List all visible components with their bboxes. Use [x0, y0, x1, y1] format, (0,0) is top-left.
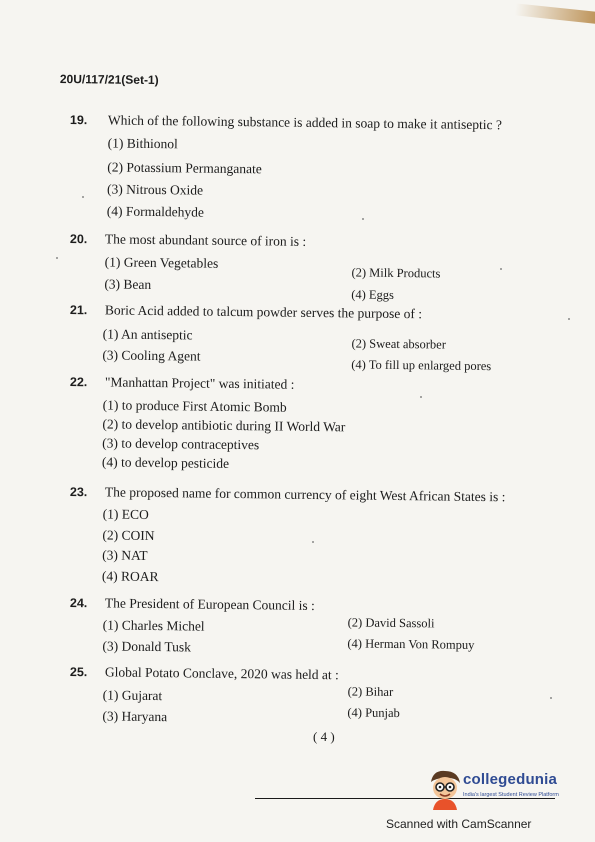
- question-21: [0, 302, 595, 374]
- option-2: (2) COIN: [102, 527, 155, 544]
- question-24: [0, 595, 595, 655]
- question-number: 25.: [69, 665, 88, 680]
- option-3: (3) Nitrous Oxide: [106, 181, 204, 198]
- scan-speck: [82, 196, 84, 198]
- option-4: (4) To fill up enlarged pores: [351, 357, 492, 374]
- question-text: Boric Acid added to talcum powder serves the purpose of :: [104, 302, 423, 322]
- option-1: (1) to produce First Atomic Bomb: [102, 397, 287, 415]
- question-number: 24.: [69, 596, 88, 611]
- option-2: (2) Milk Products: [351, 265, 441, 281]
- question-text: The proposed name for common currency of eight West African States is :: [104, 484, 506, 505]
- question-text: Which of the following substance is added in soap to make it antiseptic ?: [107, 112, 503, 133]
- question-number: 23.: [69, 485, 88, 500]
- question-number: 21.: [69, 303, 88, 318]
- option-4: (4) to develop pesticide: [101, 454, 230, 471]
- scan-speck: [56, 257, 58, 259]
- scan-speck: [568, 318, 570, 320]
- scan-speck: [550, 697, 552, 699]
- option-1: (1) An antiseptic: [102, 326, 193, 343]
- option-1: (1) Charles Michel: [102, 617, 205, 634]
- option-4: (4) Herman Von Rompuy: [347, 636, 475, 652]
- question-23: [0, 484, 595, 585]
- page-number: ( 4 ): [313, 729, 335, 744]
- brand-name: collegedunia: [463, 771, 558, 788]
- option-2: (2) Sweat absorber: [351, 336, 447, 352]
- option-1: (1) ECO: [102, 506, 149, 522]
- question-number: 22.: [69, 375, 88, 390]
- question-22: [0, 374, 595, 471]
- option-3: (3) to develop contraceptives: [102, 435, 260, 453]
- question-text: "Manhattan Project" was initiated :: [104, 374, 295, 392]
- paper-code: 20U/117/21(Set-1): [59, 72, 159, 88]
- option-1: (1) Bithionol: [107, 135, 178, 152]
- option-3: (3) NAT: [102, 547, 148, 563]
- option-1: (1) Green Vegetables: [104, 254, 219, 271]
- question-text: The President of European Council is :: [104, 595, 315, 613]
- option-4: (4) Eggs: [351, 287, 395, 302]
- scan-speck: [420, 396, 422, 398]
- scan-speck: [312, 541, 314, 543]
- scan-speck: [500, 268, 502, 270]
- question-number: 20.: [69, 232, 88, 247]
- option-3: (3) Bean: [104, 276, 152, 292]
- page-fold-shadow: [515, 3, 595, 24]
- option-4: (4) ROAR: [101, 568, 159, 585]
- option-2: (2) David Sassoli: [347, 615, 435, 631]
- question-19: [0, 112, 595, 220]
- mascot-icon: [425, 768, 465, 810]
- option-3: (3) Haryana: [102, 708, 168, 725]
- option-1: (1) Gujarat: [102, 687, 163, 704]
- option-2: (2) Potassium Permanganate: [107, 159, 262, 177]
- option-2: (2) Bihar: [347, 684, 394, 699]
- question-20: [0, 231, 595, 302]
- option-4: (4) Punjab: [347, 705, 400, 721]
- question-text: Global Potato Conclave, 2020 was held at :: [104, 664, 339, 683]
- scan-speck: [362, 218, 364, 220]
- option-3: (3) Cooling Agent: [102, 347, 201, 364]
- collegedunia-logo: [425, 768, 575, 810]
- question-number: 19.: [69, 113, 88, 128]
- brand-tagline: India's largest Student Review Platform: [463, 792, 559, 798]
- option-4: (4) Formaldehyde: [106, 203, 204, 220]
- scanner-watermark: Scanned with CamScanner: [386, 817, 532, 831]
- question-text: The most abundant source of iron is :: [104, 231, 307, 249]
- option-3: (3) Donald Tusk: [102, 638, 191, 655]
- question-25: [0, 664, 595, 725]
- option-2: (2) to develop antibiotic during II World War: [102, 416, 346, 435]
